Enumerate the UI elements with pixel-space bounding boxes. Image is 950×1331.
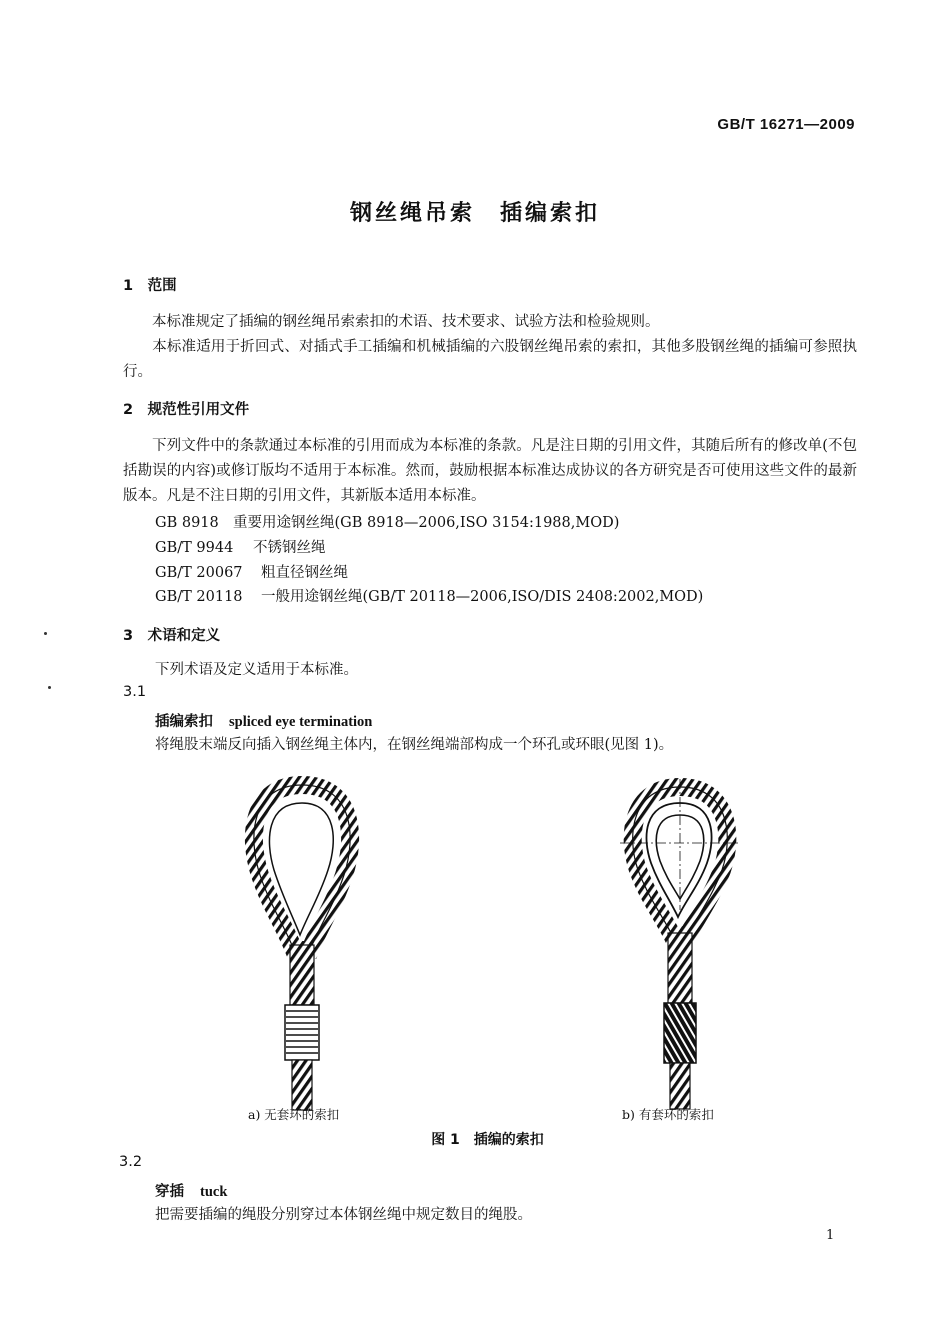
section-2-heading: 2 规范性引用文件 [123, 402, 250, 418]
reference-item: GB 8918 重要用途钢丝绳(GB 8918—2006,ISO 3154:1988,MOD) [155, 515, 620, 531]
reference-item: GB/T 20118 一般用途钢丝绳(GB/T 20118—2006,ISO/DIS 2408:2002,MOD) [155, 589, 704, 605]
section-3-heading: 3 术语和定义 [123, 628, 221, 644]
figure-caption: 图 1 插编的索扣 [431, 1132, 544, 1148]
figure-b-spliced-eye-with-thimble [600, 775, 760, 1115]
margin-dot [44, 632, 47, 635]
page-number: 1 [826, 1228, 835, 1243]
figure-b-caption: b) 有套环的索扣 [622, 1107, 714, 1122]
reference-item: GB/T 20067 粗直径钢丝绳 [155, 565, 348, 581]
clause-3-2-number: 3.2 [119, 1154, 143, 1170]
margin-dot [48, 686, 51, 689]
term-3-2: 穿插 tuck [155, 1183, 228, 1200]
term-3-1: 插编索扣 spliced eye termination [155, 713, 373, 730]
section-3-paragraph-1: 下列术语及定义适用于本标准。 [155, 662, 358, 678]
section-1-paragraph-1: 本标准规定了插编的钢丝绳吊索索扣的术语、技术要求、试验方法和检验规则。 [152, 314, 660, 330]
term-3-2-definition: 把需要插编的绳股分别穿过本体钢丝绳中规定数目的绳股。 [155, 1207, 532, 1223]
clause-3-1-number: 3.1 [123, 684, 147, 700]
page-title: 钢丝绳吊索 插编索扣 [349, 200, 600, 226]
figure-a-caption: a) 无套环的索扣 [248, 1107, 340, 1122]
section-1-paragraph-2: 本标准适用于折回式、对插式手工插编和机械插编的六股钢丝绳吊索的索扣，其他多股钢丝绳的插编可参照执行。 [123, 339, 857, 380]
section-1-heading: 1 范围 [123, 278, 177, 294]
section-2-paragraph-1: 下列文件中的条款通过本标准的引用而成为本标准的条款。凡是注日期的引用文件，其随后所有的修改单(不包括勘误的内容)或修订版均不适用于本标准。然而，鼓励根据本标准达成协议的各方研究是否可使用这些文件的最新版本。凡是不注日期的引用文件，其新版本适用本标准。 [123, 438, 857, 504]
reference-item: GB/T 9944 不锈钢丝绳 [155, 540, 326, 556]
figure-a-spliced-eye [222, 775, 382, 1115]
term-3-1-definition: 将绳股末端反向插入钢丝绳主体内，在钢丝绳端部构成一个环孔或环眼(见图 1)。 [155, 737, 674, 753]
standard-number: GB/T 16271—2009 [717, 116, 855, 133]
